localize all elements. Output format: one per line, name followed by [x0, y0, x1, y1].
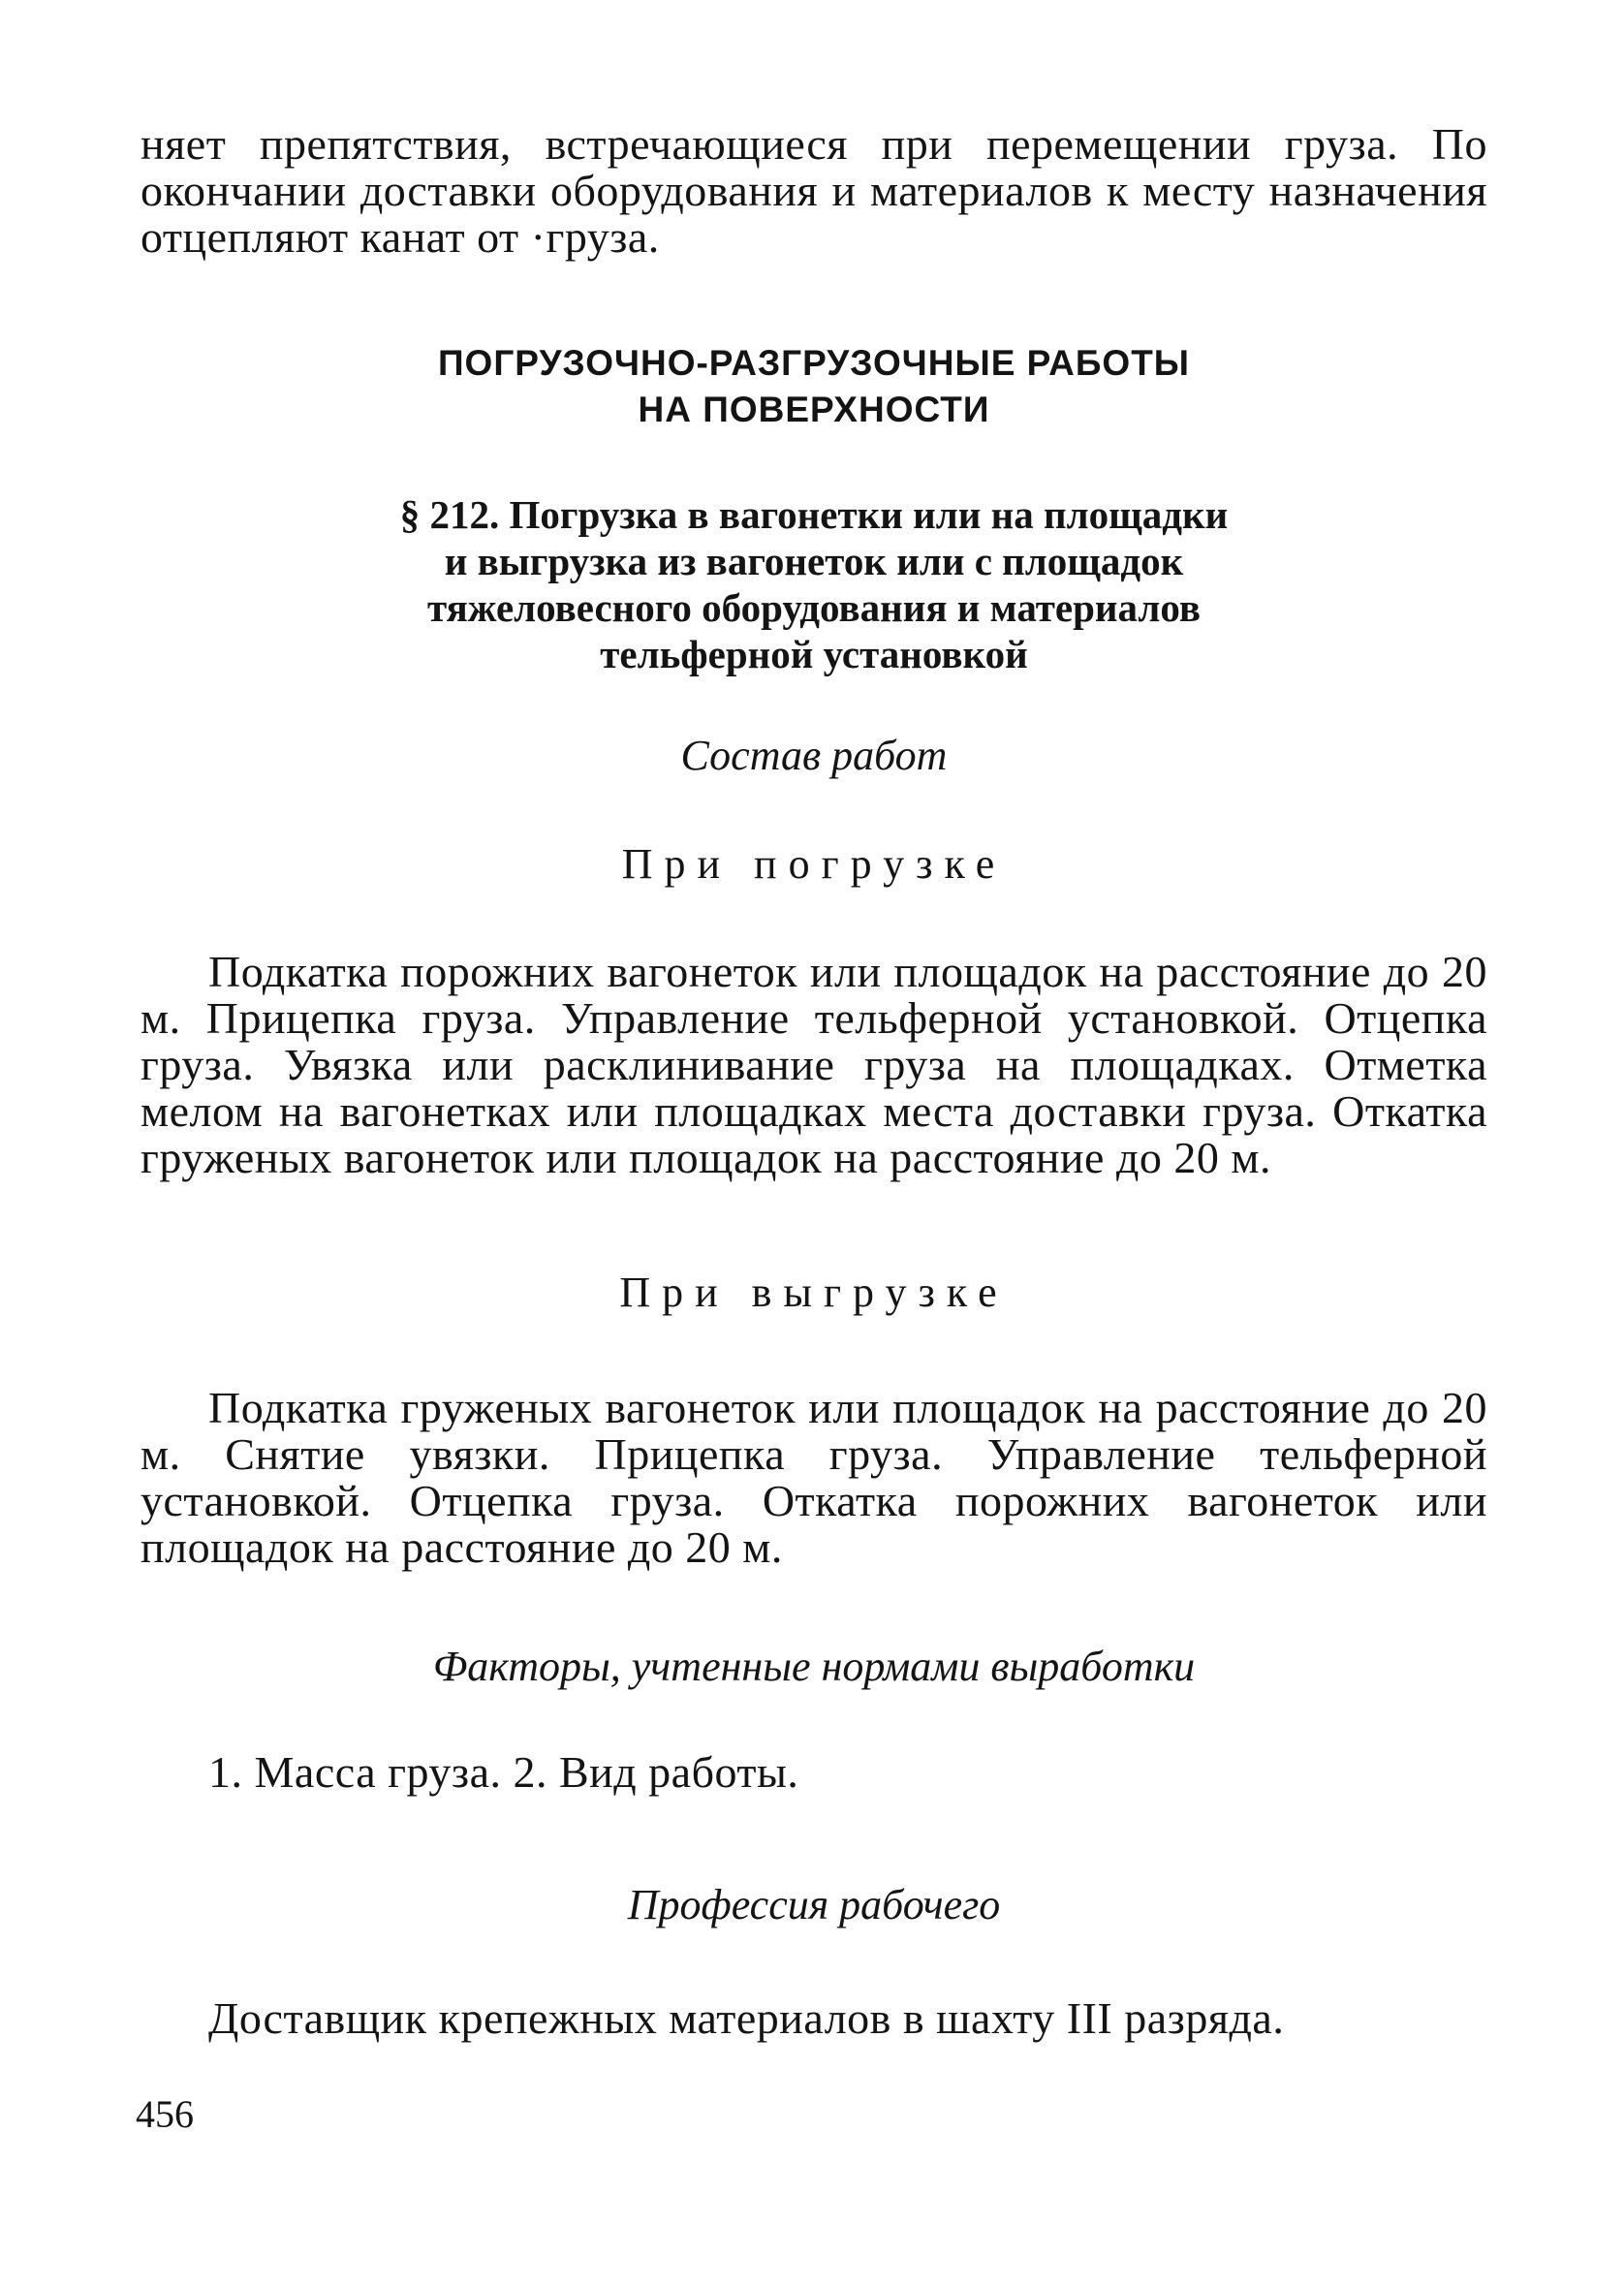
intro-paragraph: няет препятствия, встречающиеся при перемещении груза. По окончании доставки оборудования и материалов к месту назначения отцепляют канат от ·груза. [141, 119, 1487, 262]
factors-paragraph: 1. Масса груза. 2. Вид работы. [208, 1747, 799, 1797]
paragraph-title-line-1: § 212. Погрузка в вагонетки или на площадки [399, 492, 1229, 537]
paragraph-title-line-4: тельферной установкой [600, 632, 1028, 676]
profession-paragraph: Доставщик крепежных материалов в шахту III разряда. [208, 1993, 1285, 2043]
work-composition-heading: Состав работ [680, 732, 948, 779]
section-title-line-2: НА ПОВЕРХНОСТИ [638, 390, 990, 429]
unloading-heading: При выгрузке [619, 1269, 1009, 1316]
factors-heading: Факторы, учтенные нормами выработки [432, 1643, 1196, 1690]
section-title-line-1: ПОГРУЗОЧНО-РАЗГРУЗОЧНЫЕ РАБОТЫ [437, 343, 1191, 383]
profession-heading: Профессия рабочего [627, 1881, 1001, 1928]
page-number: 456 [136, 2092, 194, 2136]
loading-heading: При погрузке [621, 840, 1007, 888]
loading-paragraph: Подкатка порожних вагонеток или площадок на расстояние до 20 м. Прицепка груза. Управление тельферной установкой. Отцепка груза. Увязка или расклинивание груза на площадках. Отметка мелом на вагонетках или площадках места доставки груза. Откатка груженых вагонеток или площадок на расстояние до 20 м. [141, 947, 1487, 1182]
unloading-paragraph: Подкатка груженых вагонеток или площадок на расстояние до 20 м. Снятие увязки. Прицепка груза. Управление тельферной установкой. Отцепка груза. Откатка порожних вагонеток или площадок на расстояние до 20 м. [141, 1383, 1487, 1572]
paragraph-title-line-2: и выгрузка из вагонеток или с площадок [444, 539, 1184, 583]
page-content [141, 121, 1487, 2042]
paragraph-title-line-3: тяжеловесного оборудования и материалов [426, 585, 1202, 630]
